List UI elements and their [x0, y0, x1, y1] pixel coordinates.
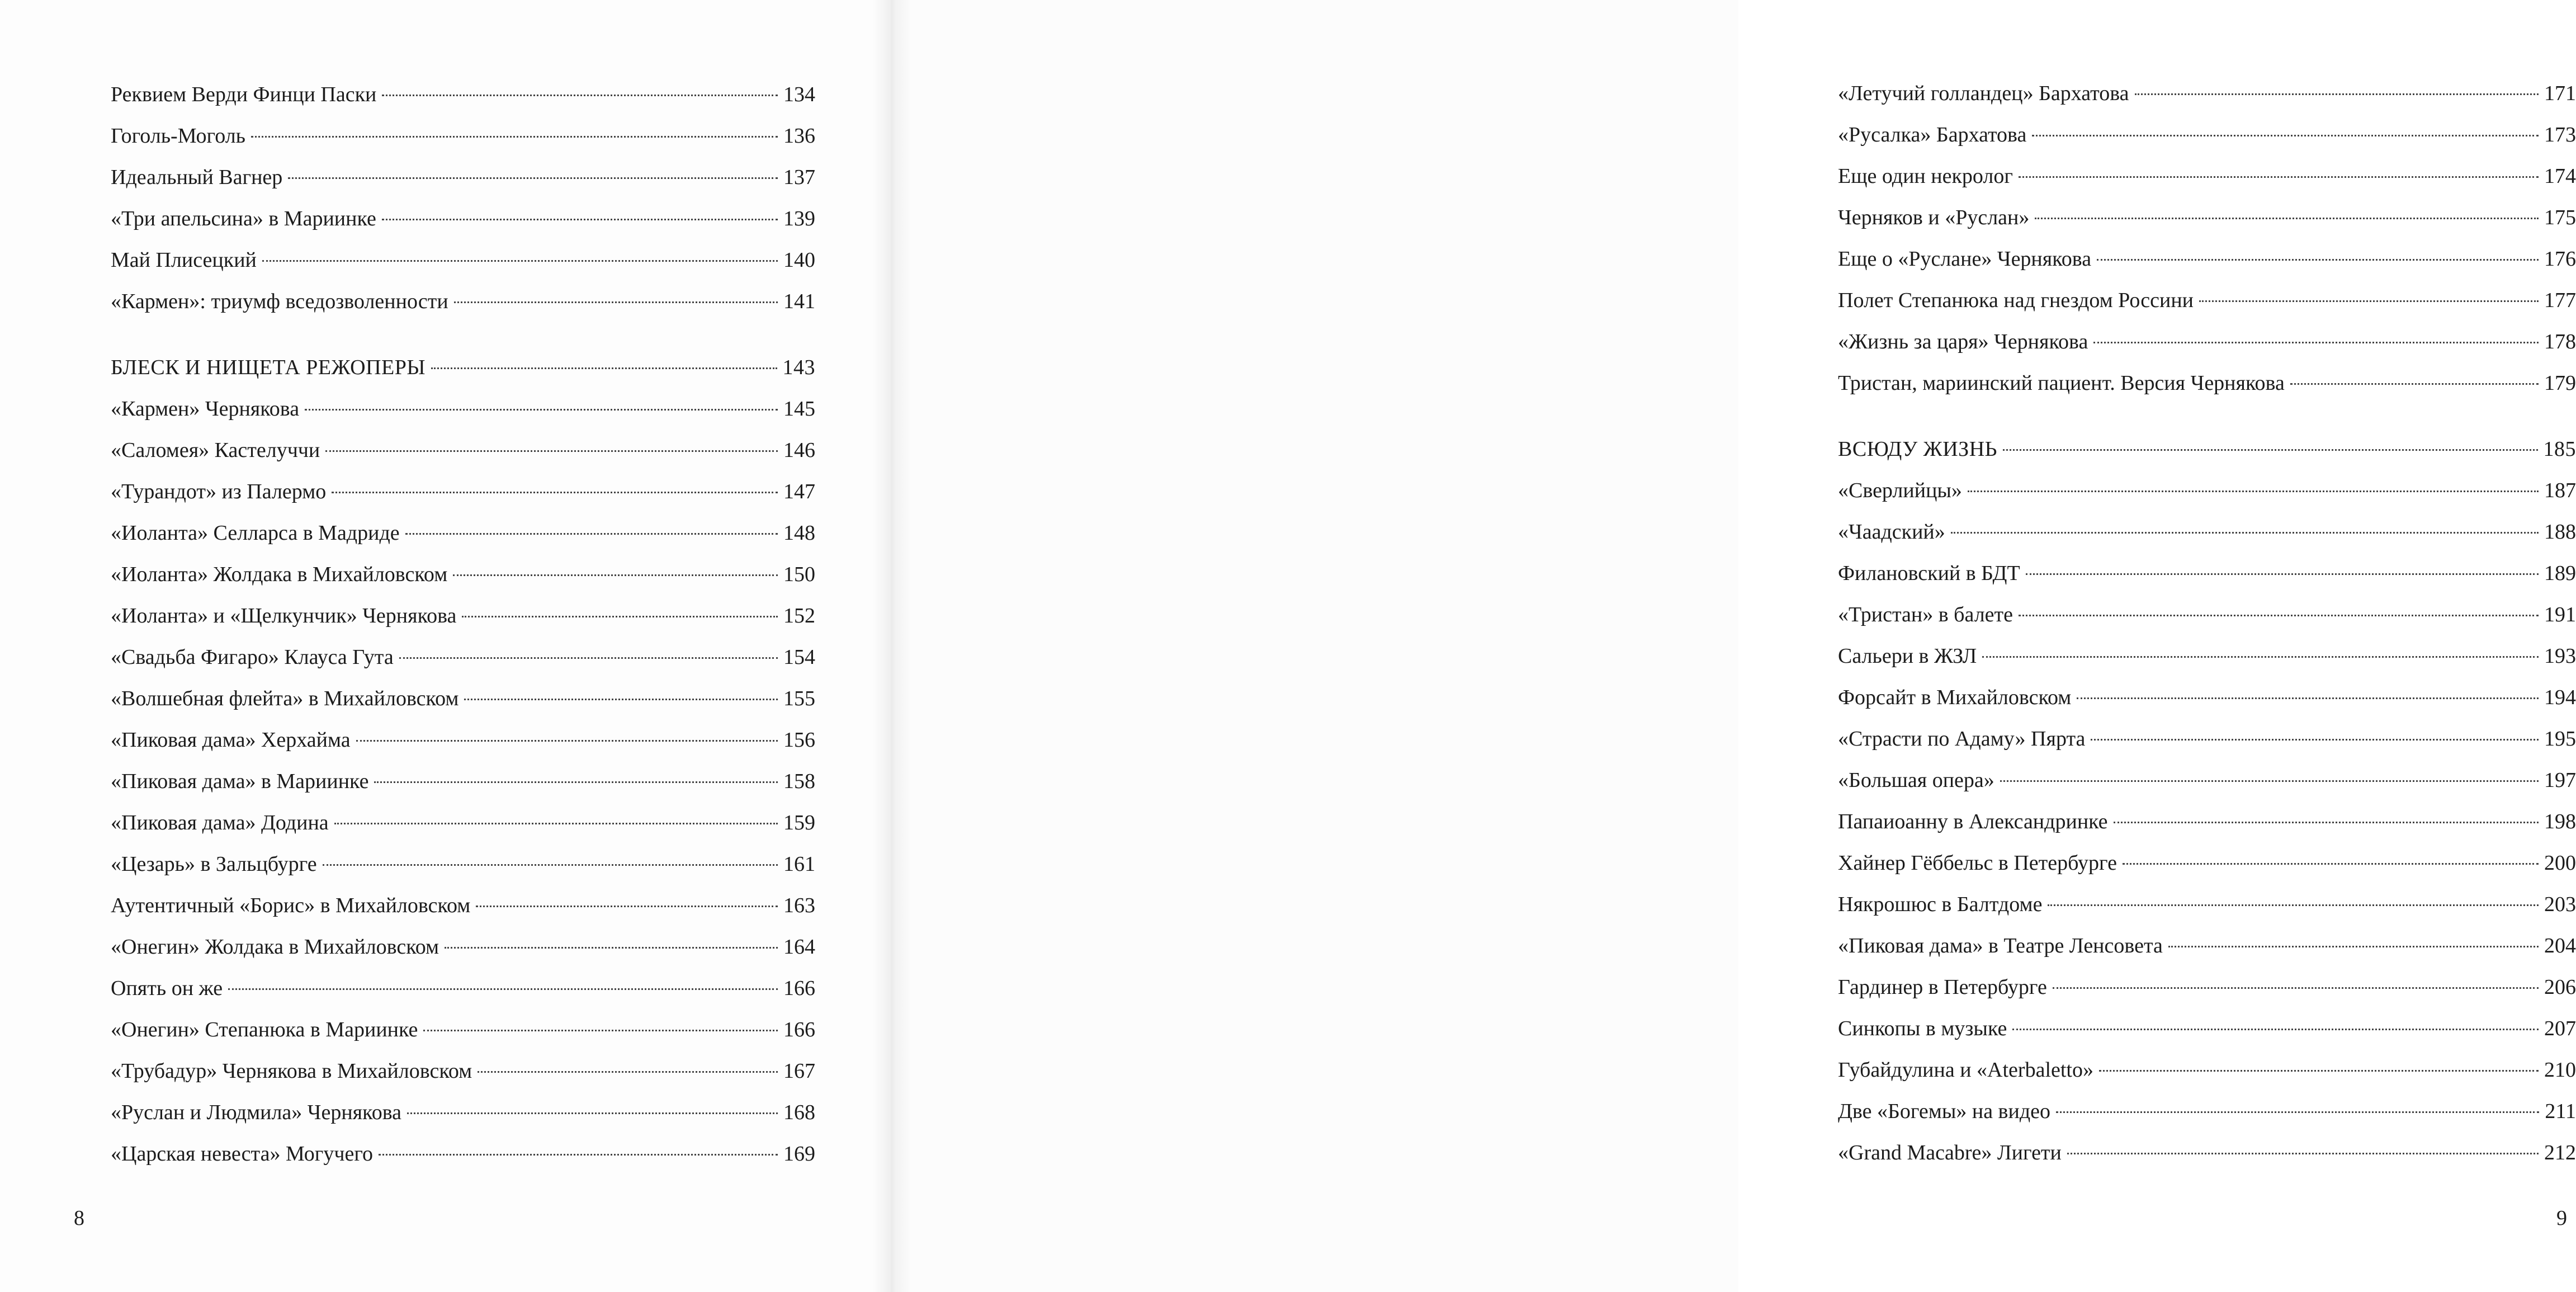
toc-entry-page: 168 [783, 1101, 815, 1124]
toc-entry-title: Форсайт в Михайловском [1838, 686, 2072, 709]
toc-entry-title: «Пиковая дама» в Театре Ленсовета [1838, 934, 2163, 958]
dot-leader [2012, 1029, 2539, 1030]
dot-leader [1982, 656, 2539, 658]
toc-entry-title: Филановский в БДТ [1838, 562, 2020, 585]
toc-entry [111, 1133, 815, 1175]
toc-entry-title: «Пиковая дама» Херхайма [111, 728, 351, 752]
toc-entry-page: 177 [2544, 289, 2576, 312]
toc-entry-page: 141 [783, 290, 815, 313]
toc-entry [1838, 114, 2576, 155]
toc-entry-title: «Сверлийцы» [1838, 479, 1962, 502]
toc-entry-page: 166 [783, 1018, 815, 1041]
toc-entry-title: «Свадьба Фигаро» Клауса Гута [111, 645, 394, 669]
dot-leader [2048, 904, 2539, 906]
toc-entry-title: «Трубадур» Чернякова в Михайловском [111, 1059, 472, 1083]
toc-entry-title: «Иоланта» и «Щелкунчик» Чернякова [111, 604, 457, 628]
toc-entry-title: «Пиковая дама» в Мариинке [111, 770, 369, 793]
toc-entry-title: Две «Богемы» на видео [1838, 1100, 2051, 1123]
toc-entry-title: «Большая опера» [1838, 768, 1994, 792]
toc-entry-page: 206 [2544, 975, 2576, 999]
dot-leader [1951, 532, 2539, 534]
toc-entry-page: 198 [2544, 810, 2576, 833]
toc-entry [1838, 238, 2576, 280]
dot-leader [405, 533, 778, 535]
dot-leader [356, 740, 778, 742]
toc-entry-title: Гоголь-Моголь [111, 124, 245, 148]
toc-entry-page: 207 [2544, 1017, 2576, 1040]
toc-entry-title: «Летучий голландец» Бархатова [1838, 82, 2129, 105]
toc-entry-page: 197 [2544, 768, 2576, 792]
toc-entry-page: 188 [2544, 520, 2576, 544]
left-page-number: 8 [74, 1206, 84, 1230]
toc-entry [1838, 884, 2576, 925]
toc-entry-title: «Жизнь за царя» Чернякова [1838, 330, 2088, 353]
toc-entry-page: 171 [2544, 82, 2576, 105]
toc-entry [1838, 1091, 2576, 1132]
dot-leader [288, 177, 778, 179]
dot-leader [476, 906, 778, 907]
toc-entry-title: Тристан, мариинский пациент. Версия Чернякова [1838, 371, 2285, 395]
toc-section-heading [1838, 428, 2576, 470]
dot-leader [2099, 1070, 2539, 1072]
toc-entry [1838, 470, 2576, 511]
dot-leader [2135, 93, 2539, 95]
toc-entry [111, 281, 815, 322]
dot-leader [453, 574, 778, 576]
toc-entry-page: 195 [2544, 727, 2576, 751]
toc-entry-page: 166 [783, 977, 815, 1000]
dot-leader [2026, 573, 2539, 575]
toc-entry-title: «Кармен»: триумф вседозволенности [111, 290, 448, 313]
toc-entry [111, 761, 815, 802]
toc-section-heading [111, 347, 815, 388]
toc-entry-page: 175 [2544, 206, 2576, 229]
toc-entry [1838, 1049, 2576, 1091]
toc-entry-page: 185 [2543, 437, 2576, 461]
toc-entry [111, 885, 815, 926]
dot-leader [332, 492, 778, 493]
toc-entry-title: БЛЕСК И НИЩЕТА РЕЖОПЕРЫ [111, 356, 426, 379]
toc-entry-page: 137 [783, 166, 815, 189]
dot-leader [325, 450, 778, 452]
toc-entry-page: 140 [783, 248, 815, 272]
dot-leader [423, 1030, 778, 1031]
dot-leader [2199, 300, 2539, 302]
dot-leader [2114, 822, 2539, 823]
toc-entry [1838, 321, 2576, 362]
toc-entry [1838, 801, 2576, 842]
toc-entry-page: 145 [783, 397, 815, 421]
toc-entry [111, 802, 815, 843]
toc-entry [111, 968, 815, 1009]
toc-entry-title: Идеальный Вагнер [111, 166, 283, 189]
toc-entry [1838, 362, 2576, 404]
dot-leader [445, 947, 778, 949]
dot-leader [454, 301, 778, 303]
toc-entry-title: «Иоланта» Селларса в Мадриде [111, 521, 400, 545]
toc-entry-page: 147 [783, 480, 815, 503]
toc-entry [111, 198, 815, 239]
dot-leader [407, 1112, 778, 1114]
toc-entry-page: 189 [2544, 562, 2576, 585]
toc-entry-page: 191 [2544, 603, 2576, 626]
toc-entry [111, 595, 815, 636]
toc-entry-page: 148 [783, 521, 815, 545]
toc-entry-title: «Турандот» из Палермо [111, 480, 327, 503]
toc-entry-title: «Тристан» в балете [1838, 603, 2013, 626]
toc-entry-page: 150 [783, 563, 815, 586]
toc-entry-title: «Иоланта» Жолдака в Михайловском [111, 563, 448, 586]
dot-leader [1968, 491, 2539, 492]
dot-leader [2168, 946, 2539, 947]
dot-leader [2093, 342, 2539, 343]
toc-entry-title: Еще о «Руслане» Чернякова [1838, 247, 2092, 271]
toc-entry [111, 239, 815, 281]
toc-entry-page: 143 [782, 356, 815, 379]
toc-entry-title: Май Плисецкий [111, 248, 257, 272]
toc-entry-title: Опять он же [111, 977, 223, 1000]
book-gutter-shadow [872, 0, 911, 1292]
toc-entry [1838, 842, 2576, 884]
toc-entry [111, 843, 815, 885]
toc-entry [1838, 966, 2576, 1008]
toc-entry-page: 187 [2544, 479, 2576, 502]
toc-entry-title: ВСЮДУ ЖИЗНЬ [1838, 437, 1997, 461]
dot-leader [2035, 218, 2539, 219]
toc-entry [111, 430, 815, 471]
dot-leader [382, 95, 778, 96]
toc-entry [111, 74, 815, 115]
dot-leader [431, 367, 777, 369]
toc-entry [111, 471, 815, 512]
toc-entry-page: 200 [2544, 851, 2576, 875]
toc-entry-title: «Саломея» Кастелуччи [111, 438, 320, 462]
toc-entry [1838, 197, 2576, 238]
toc-entry [111, 1092, 815, 1133]
toc-entry [111, 554, 815, 595]
toc-entry [1838, 677, 2576, 718]
toc-entry-title: Аутентичный «Борис» в Михайловском [111, 894, 471, 917]
toc-entry-title: «Онегин» Степанюка в Мариинке [111, 1018, 418, 1041]
toc-entry-page: 203 [2544, 893, 2576, 916]
toc-entry-title: «Волшебная флейта» в Михайловском [111, 687, 459, 710]
dot-leader [2091, 739, 2539, 741]
toc-entry-title: «Чаадский» [1838, 520, 1945, 544]
toc-entry-page: 178 [2544, 330, 2576, 353]
toc-entry-title: Черняков и «Руслан» [1838, 206, 2030, 229]
toc-entry-page: 204 [2544, 934, 2576, 958]
toc-entry [111, 719, 815, 761]
dot-leader [2123, 863, 2539, 865]
dot-leader [374, 781, 778, 783]
toc-entry [111, 678, 815, 719]
dot-leader [2000, 780, 2539, 782]
toc-entry-page: 139 [783, 207, 815, 230]
toc-entry [111, 157, 815, 198]
toc-entry-title: «Цезарь» в Зальцбурге [111, 852, 317, 876]
dot-leader [262, 260, 778, 262]
dot-leader [2032, 135, 2539, 136]
toc-entry-page: 159 [783, 811, 815, 834]
toc-entry-page: 163 [783, 894, 815, 917]
toc-entry [1838, 1132, 2576, 1173]
toc-entry-title: Гардинер в Петербурге [1838, 975, 2047, 999]
dot-leader [382, 219, 778, 220]
toc-entry-page: 193 [2544, 644, 2576, 668]
dot-leader [2077, 697, 2539, 699]
toc-entry-page: 194 [2544, 686, 2576, 709]
dot-leader [464, 699, 778, 700]
toc-entry-title: Папаиоанну в Александринке [1838, 810, 2108, 833]
dot-leader [2053, 987, 2539, 989]
toc-entry [1838, 155, 2576, 197]
toc-entry [1838, 718, 2576, 760]
toc-entry [111, 388, 815, 430]
toc-entry [111, 512, 815, 554]
right-page-number: 9 [2556, 1206, 2567, 1230]
dot-leader [305, 409, 778, 411]
toc-entry-title: Сальери в ЖЗЛ [1838, 644, 1977, 668]
dot-leader [2290, 383, 2539, 385]
toc-entry [111, 1050, 815, 1092]
toc-entry-title: «Руслан и Людмила» Чернякова [111, 1101, 401, 1124]
toc-entry-title: «Три апельсина» в Мариинке [111, 207, 376, 230]
toc-entry-page: 136 [783, 124, 815, 148]
toc-entry [1838, 73, 2576, 114]
toc-entry-page: 146 [783, 438, 815, 462]
right-page [885, 0, 2576, 1292]
toc-entry-page: 212 [2544, 1141, 2576, 1164]
toc-entry [111, 1009, 815, 1050]
toc-entry [1838, 594, 2576, 635]
toc-entry-page: 161 [783, 852, 815, 876]
dot-leader [228, 988, 778, 990]
toc-entry-title: «Кармен» Чернякова [111, 397, 300, 421]
toc-entry-title: «Онегин» Жолдака в Михайловском [111, 935, 439, 959]
dot-leader [379, 1154, 778, 1156]
toc-entry-title: Някрошюс в Балтдоме [1838, 893, 2043, 916]
toc-entry [1838, 925, 2576, 966]
toc-entry [111, 926, 815, 968]
toc-entry-page: 152 [783, 604, 815, 628]
dot-leader [462, 616, 778, 617]
dot-leader [2003, 449, 2538, 451]
toc-entry-page: 155 [783, 687, 815, 710]
toc-entry-page: 173 [2544, 123, 2576, 147]
toc-entry-page: 174 [2544, 164, 2576, 188]
toc-entry-page: 169 [783, 1142, 815, 1166]
dot-leader [2019, 615, 2539, 616]
toc-entry-page: 210 [2544, 1058, 2576, 1082]
toc-entry [1838, 1008, 2576, 1049]
toc-entry-title: Хайнер Гёббельс в Петербурге [1838, 851, 2117, 875]
toc-entry-page: 179 [2544, 371, 2576, 395]
toc-entry [111, 115, 815, 157]
toc-entry-page: 167 [783, 1059, 815, 1083]
toc-entry-title: «Grand Macabre» Лигети [1838, 1141, 2062, 1164]
left-page [0, 0, 885, 1292]
toc-entry [1838, 760, 2576, 801]
dot-leader [334, 823, 778, 824]
toc-entry-title: Синкопы в музыке [1838, 1017, 2007, 1040]
toc-entry-title: «Русалка» Бархатова [1838, 123, 2027, 147]
dot-leader [251, 136, 778, 138]
toc-entry-title: Реквием Верди Финци Паски [111, 83, 377, 106]
toc-entry-page: 154 [783, 645, 815, 669]
toc-entry-page: 156 [783, 728, 815, 752]
toc-entry-page: 176 [2544, 247, 2576, 271]
toc-entry-page: 158 [783, 770, 815, 793]
toc-entry-title: Полет Степанюка над гнездом Россини [1838, 289, 2194, 312]
dot-leader [399, 657, 778, 659]
toc-entry [111, 636, 815, 678]
toc-entry-page: 211 [2545, 1100, 2576, 1123]
right-toc-list [1838, 73, 2576, 1173]
toc-entry-title: «Страсти по Адаму» Пярта [1838, 727, 2086, 751]
toc-entry-title: Еще один некролог [1838, 164, 2013, 188]
dot-leader [2056, 1111, 2539, 1113]
dot-leader [323, 864, 778, 866]
toc-entry-title: «Пиковая дама» Додина [111, 811, 329, 834]
toc-entry [1838, 553, 2576, 594]
dot-leader [2019, 176, 2539, 178]
toc-entry-title: Губайдулина и «Aterbaletto» [1838, 1058, 2093, 1082]
dot-leader [2097, 259, 2539, 261]
toc-entry-title: «Царская невеста» Могучего [111, 1142, 373, 1166]
toc-entry [1838, 635, 2576, 677]
toc-entry-page: 164 [783, 935, 815, 959]
dot-leader [478, 1071, 778, 1073]
left-toc-list [111, 74, 815, 1175]
toc-entry [1838, 511, 2576, 553]
dot-leader [2067, 1153, 2539, 1154]
toc-entry-page: 134 [783, 83, 815, 106]
toc-entry [1838, 280, 2576, 321]
